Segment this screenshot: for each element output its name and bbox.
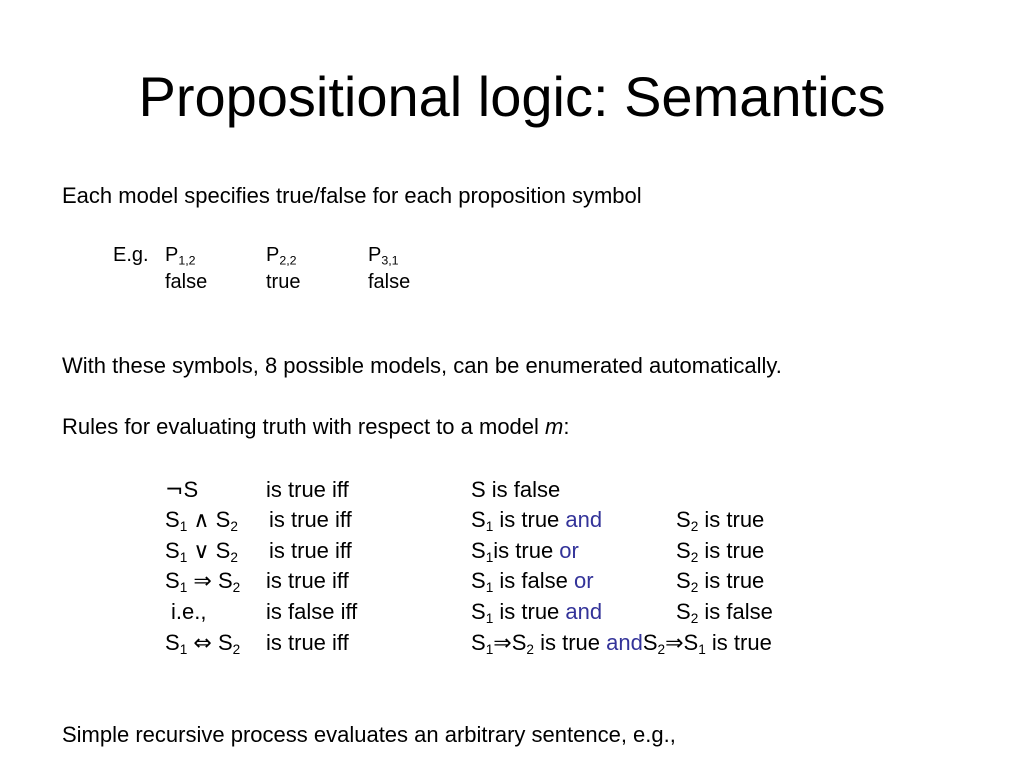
rule-not-relation: is true iff bbox=[266, 477, 349, 502]
rule-not-condition: S is false bbox=[471, 477, 561, 502]
rule-ie-relation: is false iff bbox=[266, 599, 358, 624]
rule-iff-lhs: $S_1$ ⇔ $S_2$ bbox=[165, 630, 241, 658]
rule-or-condition-1: $S_1is$ true or bbox=[471, 538, 579, 566]
rule-and-condition-1: $S_1$ is true and bbox=[471, 507, 603, 535]
rule-and-lhs: $S_1$ ∧ $S_2$ bbox=[165, 507, 238, 535]
rule-implies-relation: is true iff bbox=[266, 568, 349, 593]
example-symbol-p31: $P_{3,1}$ bbox=[368, 244, 399, 268]
example-value-p12: false bbox=[165, 271, 208, 293]
example-value-p22: true bbox=[266, 271, 301, 293]
rule-ie-condition-1: $S_1$ is true and bbox=[471, 599, 603, 627]
rule-and-condition-2: $S_2$ is true bbox=[676, 507, 765, 535]
rule-and-relation: is true iff bbox=[269, 507, 352, 532]
models-text: With these symbols, 8 possible models, can be enumerated automatically. bbox=[62, 353, 782, 378]
rule-implies-condition-1: $S_1$ is false or bbox=[471, 568, 594, 596]
rule-implies-condition-2: $S_2$ is true bbox=[676, 568, 765, 596]
example-value-p31: false bbox=[368, 271, 411, 293]
example-symbol-p22: $P_{2,2}$ bbox=[266, 244, 297, 268]
example-prefix: E.g. bbox=[113, 244, 149, 266]
rule-or-lhs: $S_1$ ∨ $S_2$ bbox=[165, 538, 238, 566]
rule-iff-relation: is true iff bbox=[266, 630, 349, 655]
rule-or-condition-2: $S_2$ is true bbox=[676, 538, 765, 566]
rule-ie-condition-2: $S_2$ is false bbox=[676, 599, 773, 627]
rule-implies-lhs: $S_1$ ⇒ $S_2$ bbox=[165, 568, 241, 596]
intro-text: Each model specifies true/false for each proposition symbol bbox=[62, 183, 642, 208]
example-symbol-p12: $P_{1,2}$ bbox=[165, 244, 196, 268]
slide-title: Propositional logic: Semantics bbox=[138, 65, 886, 128]
rules-intro: Rules for evaluating truth with respect to a model m: bbox=[62, 414, 570, 439]
rule-iff-condition: $S_1\Rightarrow S_2$ is true $andS_2\Rightarrow S_1$ is true bbox=[471, 630, 772, 658]
closing-text: Simple recursive process evaluates an arbitrary sentence, e.g., bbox=[62, 722, 676, 747]
rule-not-lhs: ¬S bbox=[165, 477, 199, 503]
rule-ie-lhs: i.e., bbox=[171, 599, 207, 624]
rule-or-relation: is true iff bbox=[269, 538, 352, 563]
